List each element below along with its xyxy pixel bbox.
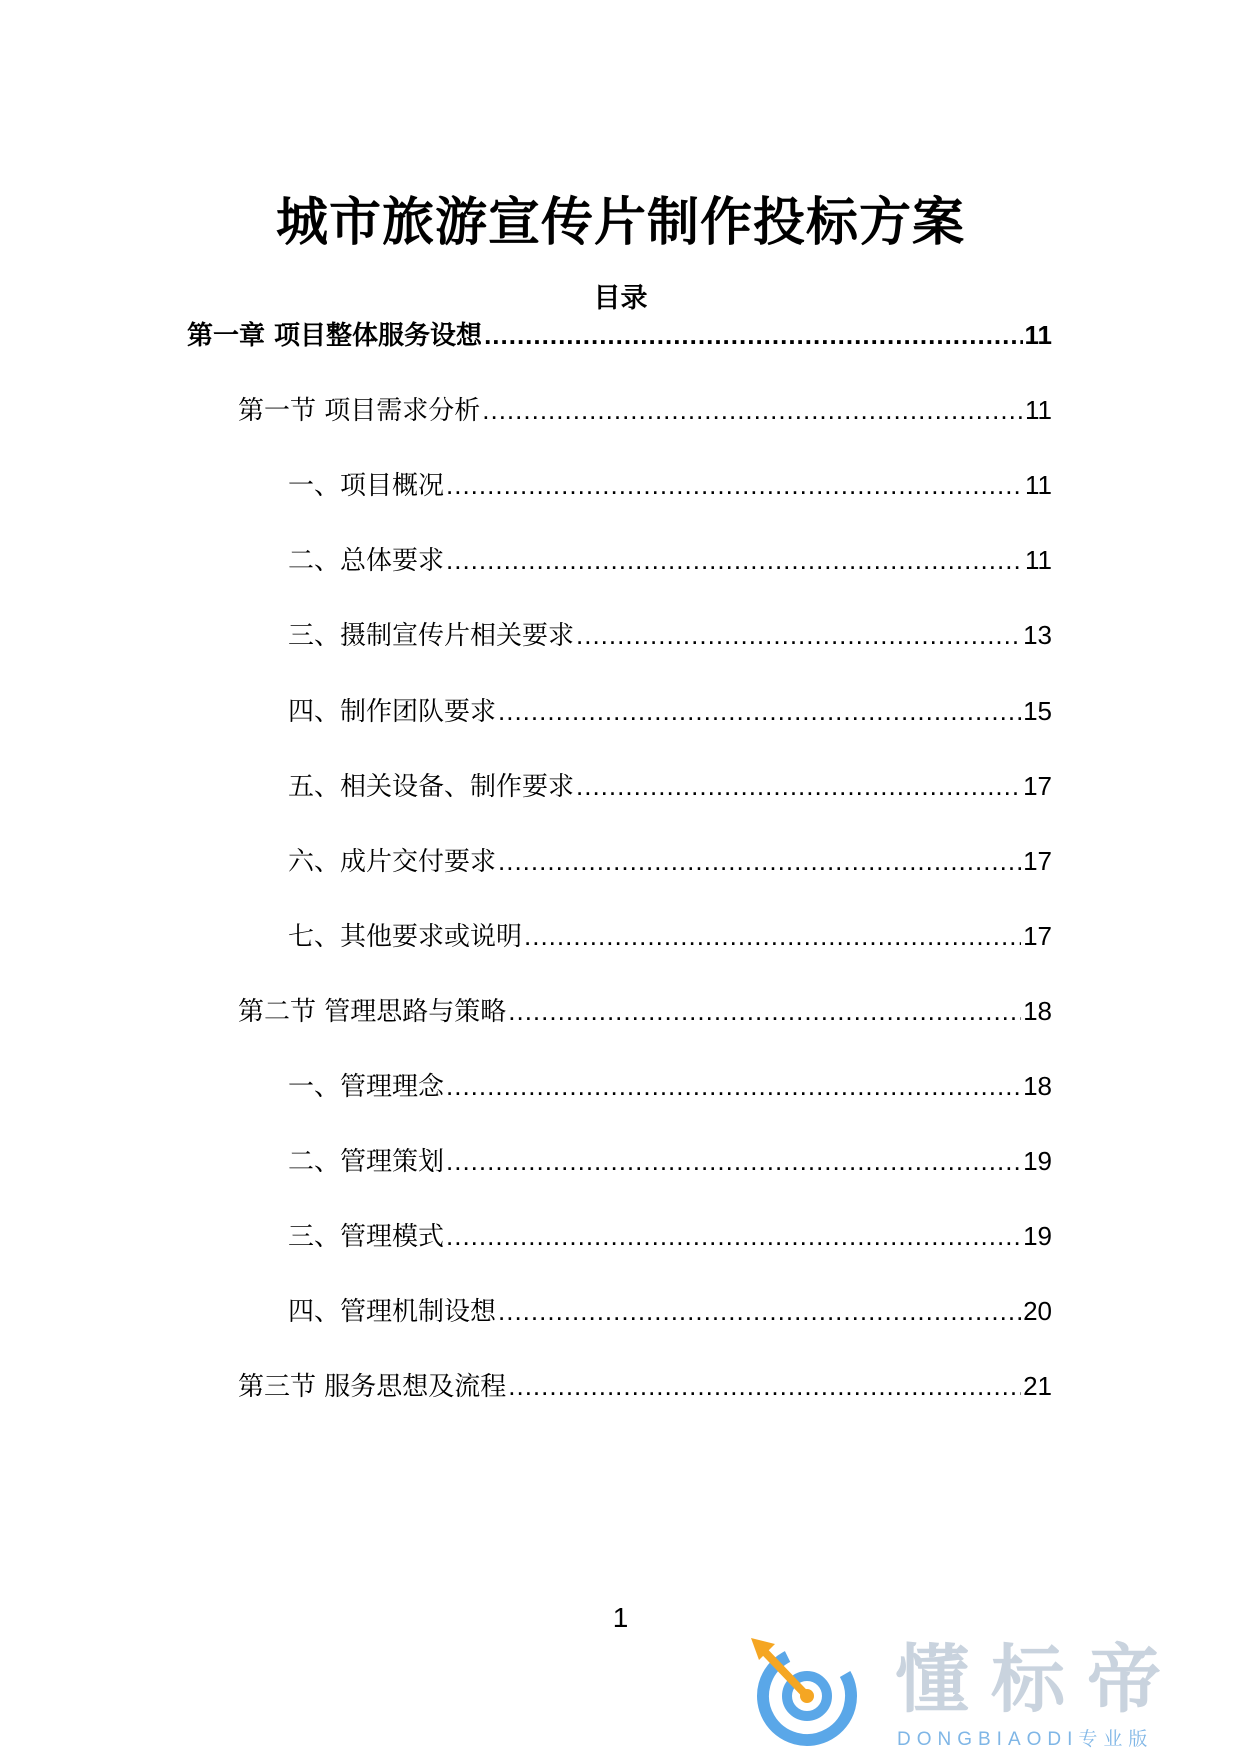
page-number: 1 [612, 1602, 629, 1633]
toc-dot-leader [508, 1366, 1021, 1406]
toc-entry-label: 五、相关设备、制作要求 [288, 771, 575, 802]
toc-dot-leader [576, 766, 1021, 806]
toc-heading: 目录 [593, 283, 648, 314]
toc-entry-label: 第三节 服务思想及流程 [238, 1372, 507, 1403]
toc-dot-leader [498, 1291, 1021, 1331]
toc-entry[interactable] [187, 315, 1052, 355]
toc-entry[interactable] [288, 766, 1052, 806]
toc-entry-label: 四、制作团队要求 [288, 696, 497, 727]
toc-entry[interactable] [288, 691, 1052, 731]
toc-entry[interactable] [288, 1291, 1052, 1331]
toc-dot-leader [446, 1216, 1021, 1256]
toc-entry[interactable] [288, 1066, 1052, 1106]
toc-dot-leader [498, 691, 1021, 731]
toc-dot-leader [446, 465, 1023, 505]
toc-dot-leader [446, 1066, 1021, 1106]
toc-entry-label: 三、管理模式 [288, 1222, 445, 1253]
toc-entry[interactable] [238, 991, 1052, 1031]
toc-entry[interactable] [288, 916, 1052, 956]
watermark-subtitle: DONGBIAODI专业版 [897, 1729, 1154, 1750]
toc-entry-page-number: 11 [1024, 320, 1052, 350]
toc-dot-leader [576, 615, 1021, 655]
toc-entry[interactable] [288, 615, 1052, 655]
toc-entry-label: 第二节 管理思路与策略 [238, 996, 507, 1027]
document-title: 城市旅游宣传片制作投标方案 [275, 193, 965, 253]
toc-entry-label: 三、摄制宣传片相关要求 [288, 621, 575, 652]
toc-entry-page-number: 17 [1023, 770, 1052, 801]
toc-entry-page-number: 17 [1023, 920, 1052, 951]
toc-entry-page-number: 18 [1023, 1071, 1052, 1101]
toc-entry-label: 一、项目概况 [288, 471, 445, 502]
toc-entry-page-number: 20 [1023, 1296, 1052, 1327]
toc-entry[interactable] [288, 1216, 1052, 1256]
toc-entry-page-number: 13 [1023, 620, 1052, 651]
toc-dot-leader [482, 390, 1023, 430]
toc-entry[interactable] [238, 390, 1052, 430]
toc-dot-leader [446, 540, 1023, 580]
toc-entry-page-number: 17 [1023, 845, 1052, 876]
watermark-brand: 懂标帝 [895, 1637, 1183, 1723]
toc-dot-leader [498, 841, 1021, 881]
toc-entry-page-number: 11 [1025, 395, 1052, 426]
toc-entry-label: 二、管理策划 [288, 1147, 445, 1178]
toc-dot-leader [484, 315, 1022, 355]
toc-entry-page-number: 19 [1023, 1146, 1052, 1177]
toc-entry-label: 二、总体要求 [288, 546, 445, 577]
toc-entry[interactable] [288, 465, 1052, 505]
toc-entry[interactable] [288, 841, 1052, 881]
toc-entry[interactable] [288, 1141, 1052, 1181]
toc-dot-leader [446, 1141, 1021, 1181]
toc-entry-page-number: 21 [1023, 1371, 1052, 1402]
toc-dot-leader [508, 991, 1021, 1031]
toc-entry-label: 一、管理理念 [288, 1072, 445, 1102]
toc-entry-page-number: 11 [1025, 545, 1052, 576]
toc-entry-label: 第一节 项目需求分析 [238, 396, 481, 427]
toc-entry-page-number: 15 [1023, 695, 1052, 726]
toc-entry-page-number: 18 [1023, 995, 1052, 1026]
toc-entry-page-number: 19 [1023, 1221, 1052, 1252]
toc-entry-label: 第一章 项目整体服务设想 [187, 321, 483, 351]
toc-entry-page-number: 11 [1025, 470, 1052, 501]
toc-dot-leader [524, 916, 1021, 956]
toc-entry[interactable] [288, 540, 1052, 580]
watermark [745, 1630, 1225, 1750]
toc-entry[interactable] [238, 1366, 1052, 1406]
toc-entry-label: 四、管理机制设想 [288, 1297, 497, 1328]
target-arrow-icon [745, 1630, 870, 1750]
toc-entry-label: 六、成片交付要求 [288, 846, 497, 877]
toc-entry-label: 七、其他要求或说明 [288, 921, 523, 952]
